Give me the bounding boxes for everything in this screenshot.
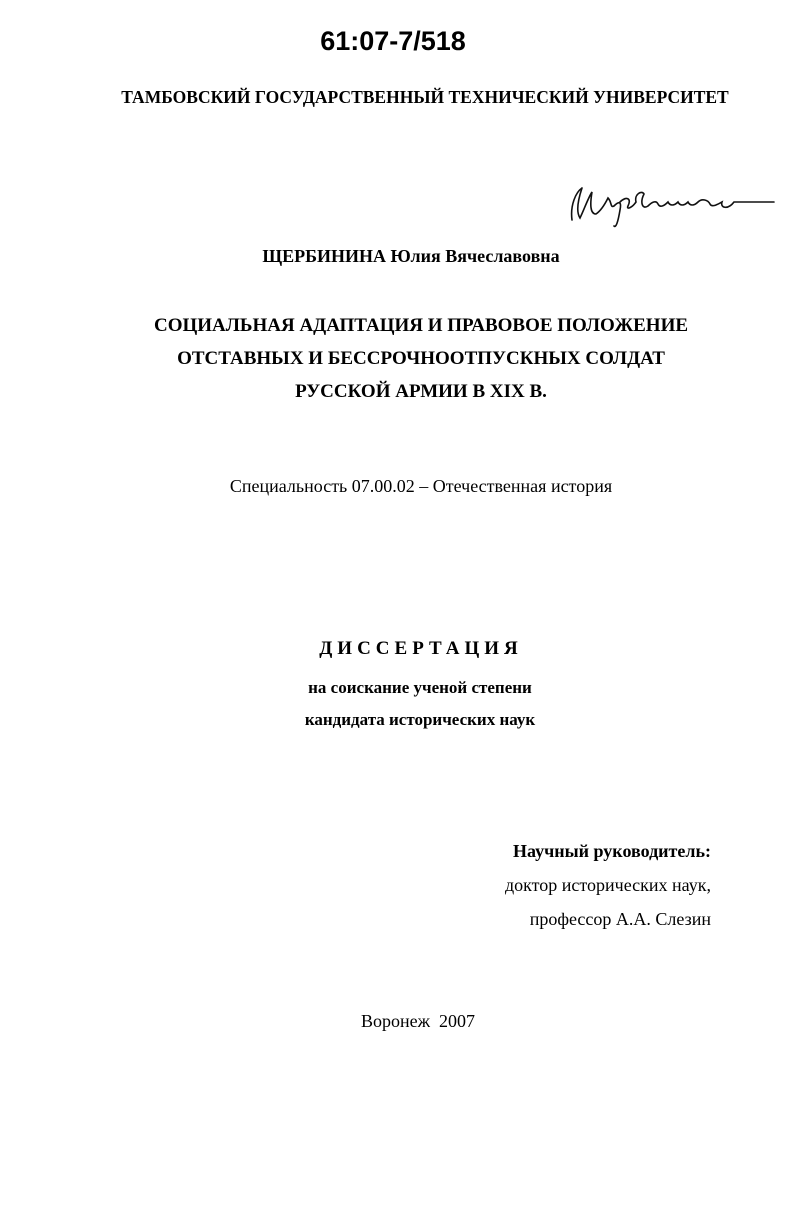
document-type: ДИССЕРТАЦИЯ <box>319 638 523 659</box>
archive-code: 61:07-7/518 <box>320 26 466 56</box>
title-line: ОТСТАВНЫХ И БЕССРОЧНООТПУСКНЫХ СОЛДАТ <box>177 348 665 369</box>
supervisor-heading: Научный руководитель: <box>513 841 711 861</box>
university-name: ТАМБОВСКИЙ ГОСУДАРСТВЕННЫЙ ТЕХНИЧЕСКИЙ УНИВЕРСИТЕТ <box>121 87 729 107</box>
place-year: Воронеж 2007 <box>360 1011 476 1031</box>
degree-line: на соискание ученой степени <box>308 678 532 697</box>
specialty: Специальность 07.00.02 – Отечественная история <box>229 476 613 496</box>
title-line: СОЦИАЛЬНАЯ АДАПТАЦИЯ И ПРАВОВОЕ ПОЛОЖЕНИЕ <box>153 315 689 336</box>
dissertation-title <box>0 309 795 408</box>
supervisor-name: профессор А.А. Слезин <box>529 909 711 929</box>
author-name: ЩЕРБИНИНА Юлия Вячеславовна <box>262 246 560 266</box>
supervisor-block <box>505 834 711 936</box>
handwritten-signature <box>562 180 777 230</box>
degree-info <box>0 672 795 736</box>
degree-line: кандидата исторических наук <box>304 710 536 729</box>
title-line: РУССКОЙ АРМИИ В XIX В. <box>295 381 547 402</box>
supervisor-degree: доктор исторических наук, <box>505 875 711 895</box>
